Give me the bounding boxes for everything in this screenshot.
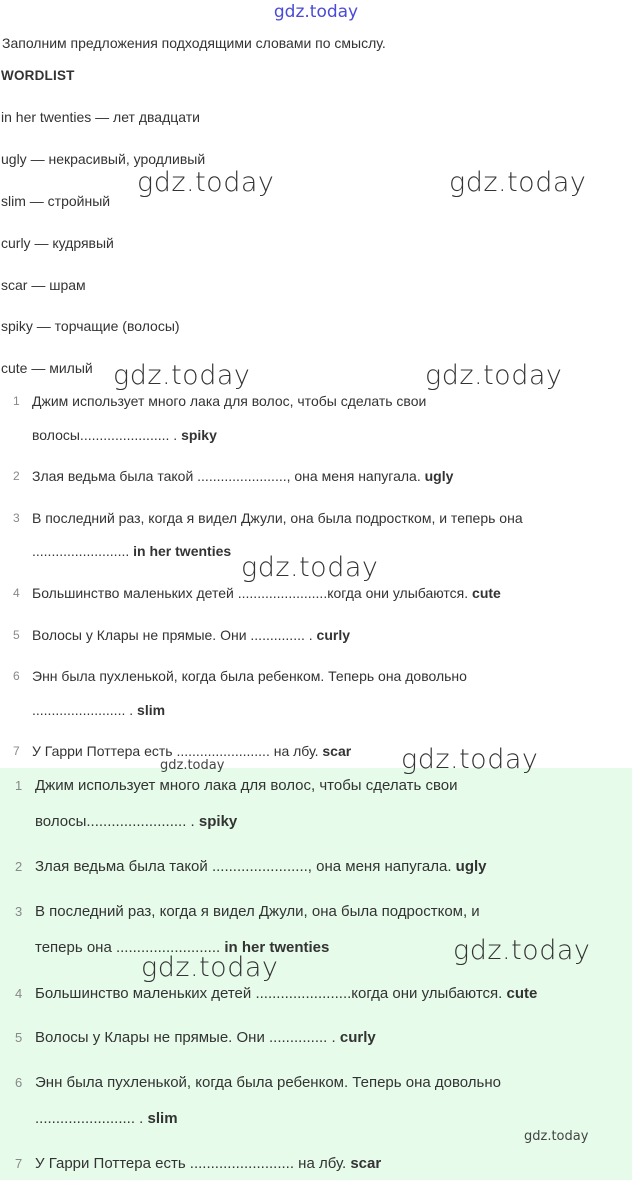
exercise-text: Джим использует много лака для волос, чтобы сделать свои bbox=[32, 393, 427, 409]
answer-text bbox=[35, 1110, 178, 1127]
answer-blank: Злая ведьма была такой ......................., она меня напугала. bbox=[35, 858, 456, 875]
watermark: gdz.today bbox=[449, 167, 587, 198]
exercise-answer: curly bbox=[316, 627, 350, 643]
watermark: gdz.today bbox=[425, 360, 563, 391]
wordlist-item: in her twenties — лет двадцати bbox=[1, 109, 200, 125]
answer-word: in her twenties bbox=[224, 939, 330, 956]
exercise-number: 7 bbox=[13, 744, 20, 758]
exercise-number: 2 bbox=[13, 469, 20, 483]
wordlist-item: scar — шрам bbox=[1, 277, 86, 293]
exercise-text bbox=[32, 743, 351, 759]
exercise-number: 4 bbox=[13, 586, 20, 600]
exercise-text bbox=[32, 543, 231, 559]
exercise-blank: Большинство маленьких детей .......................когда они улыбаются. bbox=[32, 585, 473, 601]
exercise-blank: У Гарри Поттера есть ........................ на лбу. bbox=[32, 743, 323, 759]
answer-number: 2 bbox=[15, 859, 23, 874]
exercise-text bbox=[32, 468, 453, 484]
watermark: gdz.today bbox=[401, 744, 539, 775]
answer-text bbox=[35, 858, 487, 875]
exercise-text bbox=[32, 427, 217, 443]
exercise-answer: ugly bbox=[424, 468, 454, 484]
wordlist-item: spiky — торчащие (волосы) bbox=[1, 318, 180, 334]
exercise-blank: ......................... bbox=[32, 543, 134, 559]
exercise-number: 1 bbox=[13, 394, 20, 408]
exercise-number: 3 bbox=[13, 511, 20, 525]
answer-text: Энн была пухленькой, когда была ребенком. Теперь она довольно bbox=[35, 1074, 501, 1091]
answer-word: scar bbox=[350, 1155, 382, 1172]
answer-text bbox=[35, 813, 237, 830]
answer-word: curly bbox=[339, 1029, 376, 1046]
answer-blank: теперь она ......................... bbox=[35, 939, 225, 956]
exercise-blank: Волосы у Клары не прямые. Они .............. . bbox=[32, 627, 317, 643]
answer-blank: У Гарри Поттера есть ......................... на лбу. bbox=[35, 1155, 351, 1172]
wordlist-item: slim — стройный bbox=[1, 193, 111, 209]
answer-text bbox=[35, 1155, 381, 1172]
exercise-number: 6 bbox=[13, 669, 20, 683]
exercise-text: В последний раз, когда я видел Джули, она была подростком, и теперь она bbox=[32, 510, 523, 526]
exercise-answer: spiky bbox=[181, 427, 217, 443]
answer-text bbox=[35, 985, 537, 1002]
watermark-small: gdz.today bbox=[524, 1129, 589, 1144]
exercise-text bbox=[32, 702, 165, 718]
answer-text: Джим использует много лака для волос, чтобы сделать свои bbox=[35, 777, 458, 794]
answer-number: 3 bbox=[15, 904, 23, 919]
exercise-blank: ........................ . bbox=[32, 702, 138, 718]
header-watermark: gdz.today bbox=[273, 2, 359, 22]
wordlist-item: ugly — некрасивый, уродливый bbox=[1, 151, 206, 167]
watermark: gdz.today bbox=[241, 552, 379, 583]
answer-word: ugly bbox=[455, 858, 487, 875]
watermark: gdz.today bbox=[453, 935, 591, 966]
watermark: gdz.today bbox=[141, 952, 279, 983]
answer-text bbox=[35, 1029, 376, 1046]
answer-blank: Большинство маленьких детей .......................когда они улыбаются. bbox=[35, 985, 507, 1002]
answer-blank: волосы........................ . bbox=[35, 813, 199, 830]
watermark: gdz.today bbox=[137, 167, 275, 198]
answer-word: slim bbox=[147, 1110, 178, 1127]
answer-number: 7 bbox=[15, 1156, 23, 1171]
wordlist-item: cute — милый bbox=[1, 360, 93, 376]
exercise-blank: волосы....................... . bbox=[32, 427, 182, 443]
answer-word: spiky bbox=[198, 813, 238, 830]
answer-number: 4 bbox=[15, 986, 23, 1001]
answer-blank: ........................ . bbox=[35, 1110, 148, 1127]
exercise-text: Энн была пухленькой, когда была ребенком. Теперь она довольно bbox=[32, 668, 467, 684]
exercise-text bbox=[32, 627, 350, 643]
exercise-number: 5 bbox=[13, 628, 20, 642]
exercise-text bbox=[32, 585, 501, 601]
answer-number: 5 bbox=[15, 1030, 23, 1045]
exercise-answer: in her twenties bbox=[133, 543, 232, 559]
intro-text: Заполним предложения подходящими словами по смыслу. bbox=[2, 35, 386, 51]
exercise-answer: scar bbox=[322, 743, 352, 759]
answer-blank: Волосы у Клары не прямые. Они .............. . bbox=[35, 1029, 340, 1046]
watermark: gdz.today bbox=[113, 360, 251, 391]
exercise-answer: cute bbox=[472, 585, 501, 601]
wordlist-item: curly — кудрявый bbox=[1, 235, 114, 251]
wordlist-title: WORDLIST bbox=[1, 68, 75, 83]
exercise-blank: Злая ведьма была такой ......................., она меня напугала. bbox=[32, 468, 425, 484]
answer-text: В последний раз, когда я видел Джули, она была подростком, и bbox=[35, 903, 480, 920]
answer-number: 6 bbox=[15, 1075, 23, 1090]
exercise-answer: slim bbox=[137, 702, 166, 718]
watermark-small: gdz.today bbox=[160, 758, 225, 773]
answer-number: 1 bbox=[15, 778, 23, 793]
answer-word: cute bbox=[506, 985, 538, 1002]
